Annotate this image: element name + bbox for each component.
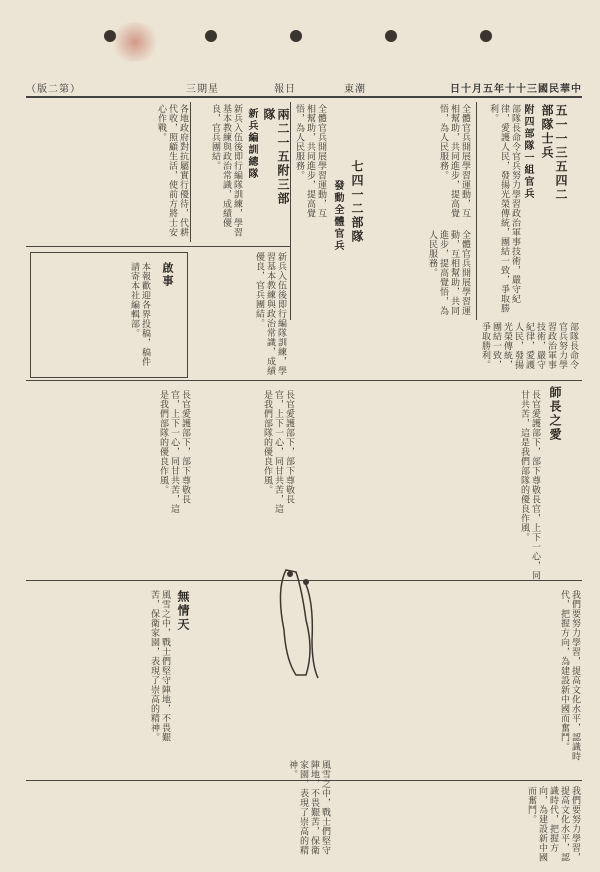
article-bottom-body: 我們要努力學習，提高文化水平，認識時代，把握方向，為建設新中國而奮鬥。 bbox=[526, 786, 580, 862]
page-number: （版二第） bbox=[26, 84, 81, 95]
notice-title: 啟事 bbox=[161, 262, 174, 288]
binding-hole bbox=[205, 30, 217, 42]
subhead-a1: 附四部隊一組官兵 bbox=[522, 104, 533, 200]
binding-hole bbox=[290, 30, 302, 42]
column-rule bbox=[190, 102, 191, 242]
subhead-a3: 新兵編訓總隊 bbox=[246, 108, 257, 180]
story-title: 無情天 bbox=[176, 590, 190, 632]
feature-body: 長官愛護部下，部下尊敬長官，上下一心，同甘共苦，這是我們部隊的優良作風。 bbox=[519, 390, 540, 580]
article-bottom-left-body: 風雪之中，戰士們堅守陣地，不畏艱苦，保衛家園，表現了崇高的精神。 bbox=[287, 760, 330, 855]
weekday: 三期星 bbox=[186, 84, 219, 95]
article-a2-body-top: 全體官兵開展學習運動，互相幫助，共同進步，提高覺悟，為人民服務。 bbox=[438, 104, 470, 218]
article-a1-body: 部隊長命令官兵努力學習政治軍事技術，嚴守紀律，愛護人民，發揚光榮傳統，團結一致，爭取勝利。 bbox=[488, 104, 520, 313]
stain bbox=[110, 22, 160, 62]
headline-a1: 五一一三五四二部隊士兵 bbox=[540, 104, 568, 202]
paper-name-a: 報日 bbox=[274, 84, 296, 95]
article-a3-body-cont: 新兵入伍後即行編隊訓練，學習基本教練與政治常識，成績優良，官兵團結。 bbox=[254, 252, 286, 376]
row-rule bbox=[26, 380, 582, 381]
story-body: 風雪之中，戰士們堅守陣地，不畏艱苦，保衛家園，表現了崇高的精神。 bbox=[149, 590, 170, 742]
feature-body-mid: 長官愛護部下，部下尊敬長官，上下一心，同甘共苦，這是我們部隊的優良作風。 bbox=[262, 390, 294, 514]
bird-illustration bbox=[266, 560, 332, 690]
article-bottom-right-body: 我們要努力學習，提高文化水平，認識時代，把握方向，為建設新中國而奮鬥。 bbox=[559, 590, 580, 761]
column-rule bbox=[290, 102, 291, 320]
binding-hole bbox=[104, 30, 116, 42]
paper-name-b: 東潮 bbox=[344, 84, 366, 95]
article-a4-body: 各地政府對抗屬實行優待，代耕代收，照顧生活，使前方將士安心作戰。 bbox=[156, 104, 188, 237]
subhead-a2: 發動全體官兵 bbox=[332, 180, 343, 252]
binding-hole bbox=[385, 30, 397, 42]
date: 日十月五年十十三國民華中 bbox=[450, 84, 582, 95]
article-a3-body: 新兵入伍後即行編隊訓練，學習基本教練與政治常識，成績優良，官兵團結。 bbox=[210, 104, 242, 237]
article-a2-body-cont: 全體官兵開展學習運動，互相幫助，共同進步，提高覺悟，為人民服務。 bbox=[294, 104, 326, 218]
article-a2-body: 全體官兵開展學習運動，互相幫助，共同進步，提高覺悟，為人民服務。 bbox=[427, 230, 470, 316]
headline-a3: 兩二一五附三部隊 bbox=[262, 108, 290, 206]
feature-body-left: 長官愛護部下，部下尊敬長官，上下一心，同甘共苦，這是我們部隊的優良作風。 bbox=[158, 390, 190, 514]
binding-hole bbox=[480, 30, 492, 42]
article-a1-body-cont: 部隊長命令官兵努力學習政治軍事技術，嚴守紀律，愛護人民，發揚光榮傳統，團結一致，爭取勝利。 bbox=[480, 322, 578, 370]
masthead bbox=[26, 80, 582, 98]
row-rule bbox=[26, 246, 290, 247]
feature-title: 師長之愛 bbox=[548, 386, 562, 442]
column-rule bbox=[476, 102, 477, 320]
headline-a2: 七四一二部隊 bbox=[350, 160, 364, 244]
notice-body: 本報歡迎各界投稿，稿件請寄本社編輯部。 bbox=[129, 262, 150, 367]
